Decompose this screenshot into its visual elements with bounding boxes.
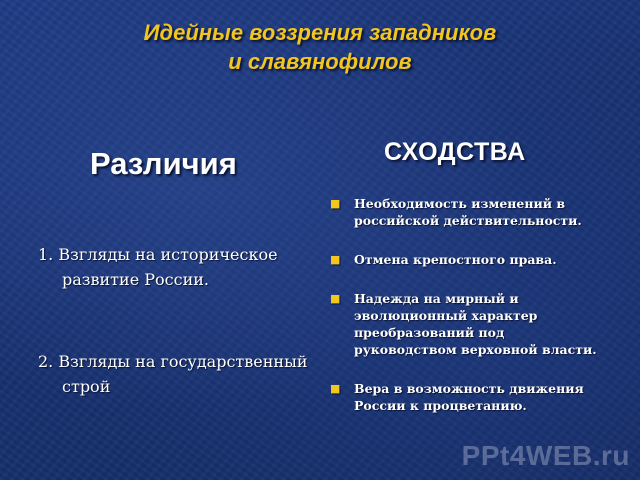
- similarity-text-1: Необходимость изменений в российской действительности.: [354, 196, 582, 228]
- similarities-list: [330, 195, 610, 414]
- similarity-item-2: [330, 251, 610, 268]
- differences-heading: Различия: [90, 146, 237, 181]
- similarity-item-3: [330, 290, 610, 358]
- similarity-item-4: [330, 380, 610, 414]
- watermark: PPt4WEB.ru: [461, 440, 630, 471]
- similarity-text-4: Вера в возможность движения России к процветанию.: [354, 381, 584, 413]
- differences-list: [38, 242, 328, 399]
- similarity-text-2: Отмена крепостного права.: [354, 252, 557, 267]
- similarity-item-1: [330, 195, 610, 229]
- title-line-2: и славянофилов: [228, 49, 412, 74]
- square-bullet-icon: ■: [330, 292, 341, 305]
- difference-item-1: 1. Взгляды на историческое развитие России.: [38, 245, 278, 289]
- similarities-heading: СХОДСТВА: [384, 138, 526, 166]
- square-bullet-icon: ■: [330, 197, 341, 210]
- slide-title: [0, 18, 640, 76]
- square-bullet-icon: ■: [330, 253, 341, 266]
- square-bullet-icon: ■: [330, 382, 341, 395]
- difference-item-2: 2. Взгляды на государственный строй: [38, 352, 308, 396]
- title-line-1: Идейные воззрения западников: [143, 20, 497, 45]
- similarity-text-3: Надежда на мирный и эволюционный характер преобразований под руководством верховной власти.: [354, 291, 597, 357]
